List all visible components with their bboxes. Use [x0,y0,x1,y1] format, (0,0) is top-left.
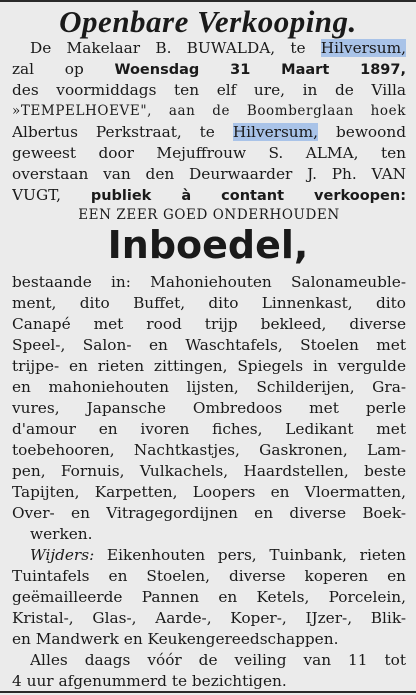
item-line: Speel-, Salon- en Waschtafels, Stoelen met [12,336,406,354]
item-line: en Mandwerk en Keukengereedschappen. [12,630,339,648]
text-line: overstaan van den Deurwaarder J. Ph. VAN [12,165,406,183]
viewing-line: 4 uur afgenummerd te bezichtigen. [12,672,287,690]
item-line: vures, Japansche Ombredoos met perle [12,399,406,417]
item-line: Tuintafels en Stoelen, diverse koperen en [12,567,406,585]
text-line [12,122,406,143]
item-line: d'amour en ivoren fiches, Ledikant met [12,420,406,438]
viewing-line: Alles daags vóór de veiling van 11 tot [30,651,406,669]
highlighted-place: Hilversum, [232,123,319,141]
ad-title: Openbare Verkooping. [59,4,357,39]
main-heading: Inboedel, [107,223,309,267]
highlighted-place: Hilversum, [320,39,406,57]
text-line: »TEMPELHOEVE", aan de Boomberglaan hoek [12,103,406,119]
item-line: Kristal-, Glas-, Aarde-, Koper-, IJzer-, Blik- [12,609,406,627]
item-line: toebehooren, Nachtkastjes, Gaskronen, Lam- [12,441,406,459]
text-span: De Makelaar B. BUWALDA, te [30,39,321,57]
text-span: VUGT, [12,186,91,204]
text-line [30,545,406,566]
top-rule [0,0,416,2]
sale-terms: publiek à contant verkoopen: [90,188,406,204]
text-line: geweest door Mejuffrouw S. ALMA, ten [12,144,406,162]
text-span: bewoond [318,123,406,141]
item-line: geëmailleerde Pannen en Ketels, Porcelein, [12,588,406,606]
item-line: en mahoniehouten lijsten, Schilderijen, Gra- [12,378,406,396]
text-span: zal op [12,60,115,78]
text-line [30,38,406,59]
item-line: Over- en Vitragegordijnen en diverse Boek- [12,504,406,522]
item-line: pen, Fornuis, Vulkachels, Haardstellen, beste [12,462,406,480]
item-line: Tapijten, Karpetten, Loopers en Vloermatten, [12,483,406,501]
bottom-rule [0,691,416,693]
item-line: bestaande in: Mahoniehouten Salonameuble- [12,273,406,291]
item-line: trijpe- en rieten zittingen, Spiegels in vergulde [12,357,406,375]
sale-date: Woensdag 31 Maart 1897, [114,62,406,78]
item-line: werken. [30,525,93,543]
text-line: des voormiddags ten elf ure, in de Villa [12,81,406,99]
item-line: ment, dito Buffet, dito Linnenkast, dito [12,294,406,312]
text-span: Eikenhouten pers, Tuinbank, rieten [94,546,406,564]
text-span: Albertus Perkstraat, te [12,123,233,141]
wijders-label: Wijders: [30,546,95,564]
item-line: Canapé met rood trijp bekleed, diverse [12,315,406,333]
text-line [12,59,406,80]
text-line: EEN ZEER GOED ONDERHOUDEN [78,207,340,223]
text-line [12,185,406,206]
